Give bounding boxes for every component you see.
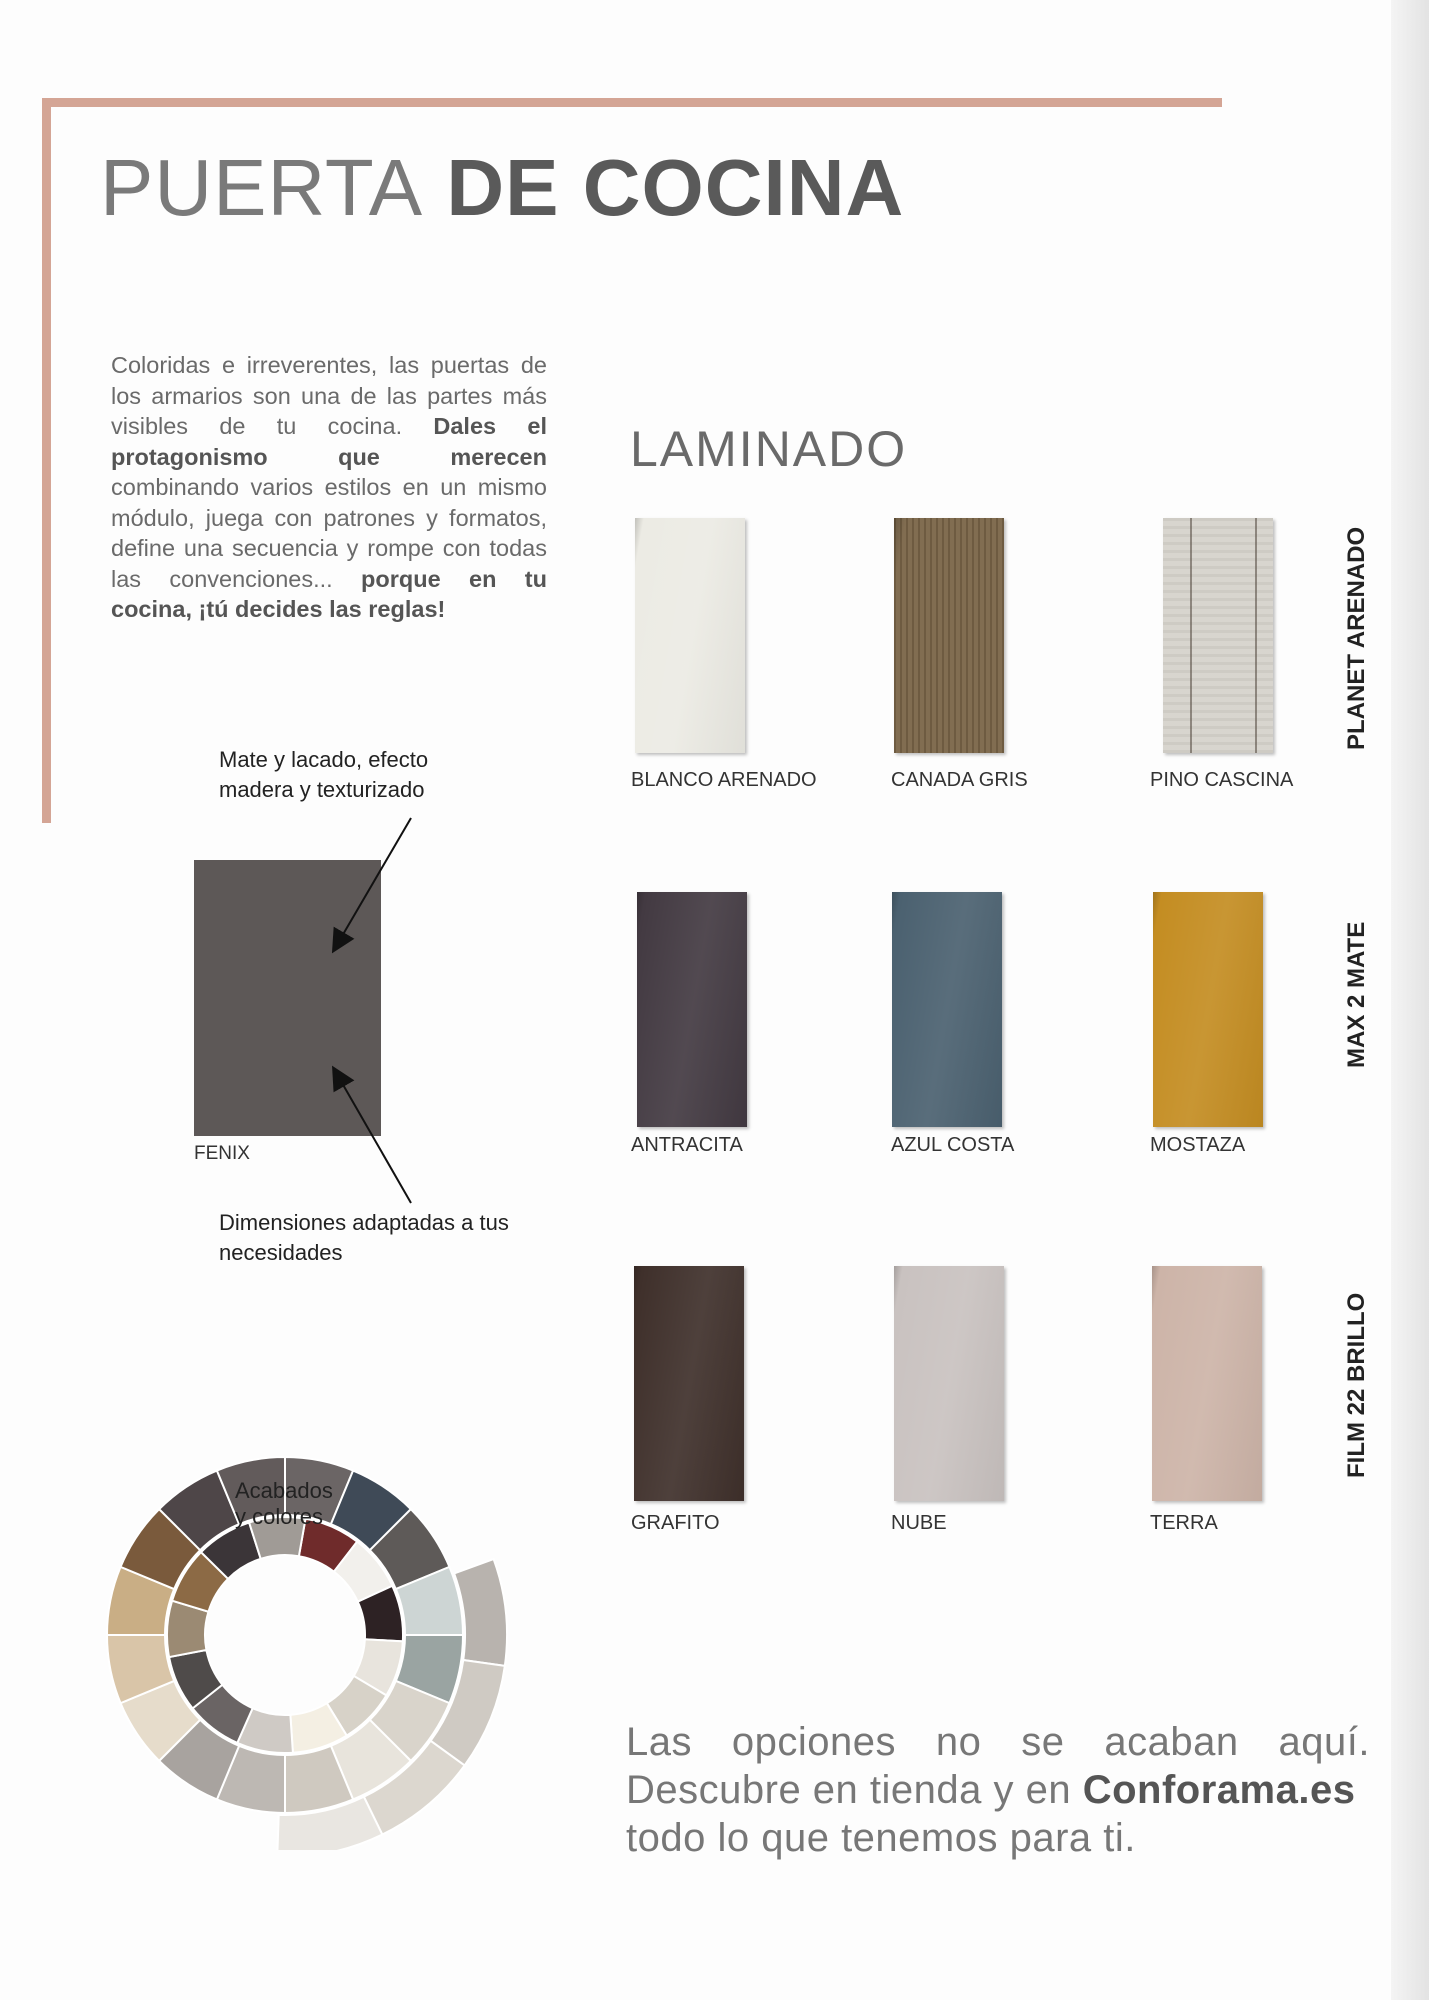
intro-bold2: porque en tu cocina, ¡tú decides las reglas!	[111, 565, 547, 622]
closing-text	[626, 1718, 1370, 1862]
door-swatch	[1153, 892, 1263, 1127]
arrow-top	[338, 818, 411, 943]
closing-word: aquí.	[1278, 1720, 1370, 1764]
door-swatch	[634, 1266, 744, 1501]
door-swatch	[894, 1266, 1004, 1501]
closing-word: Las	[626, 1720, 692, 1764]
wheel-label-line2: y colores	[235, 1504, 324, 1529]
closing-word: no	[935, 1720, 982, 1764]
door-swatch	[637, 892, 747, 1127]
door-label: MOSTAZA	[1150, 1134, 1246, 1156]
title-light: PUERTA	[100, 143, 424, 232]
closing-line3: todo lo que tenemos para ti.	[626, 1816, 1136, 1860]
arrow-bottom	[338, 1076, 411, 1203]
closing-line1	[626, 1718, 1370, 1766]
title-bold: DE COCINA	[446, 143, 905, 232]
series-label: MAX 2 MATE	[1343, 921, 1370, 1068]
brand-link[interactable]: Conforama.es	[1082, 1768, 1356, 1812]
door-label: BLANCO ARENADO	[631, 769, 817, 791]
door-label: ANTRACITA	[631, 1134, 743, 1156]
door-swatch	[1163, 518, 1273, 753]
door-label: NUBE	[891, 1512, 947, 1534]
intro-bold1: Dales el protagonismo que merecen	[111, 413, 547, 470]
door-swatch	[894, 518, 1004, 753]
door-label: AZUL COSTA	[891, 1134, 1015, 1156]
closing-word: se	[1021, 1720, 1065, 1764]
door-swatch	[635, 518, 745, 753]
series-label: PLANET ARENADO	[1343, 526, 1370, 750]
closing-word: acaban	[1104, 1720, 1239, 1764]
note-finish: Mate y lacado, efecto madera y texturizado	[219, 747, 429, 802]
door-label: CANADA GRIS	[891, 769, 1028, 791]
color-wheel	[100, 1430, 540, 1850]
closing-line2-pre: Descubre en tienda y en	[626, 1768, 1083, 1812]
door-label: GRAFITO	[631, 1512, 720, 1534]
wheel-label-line1: Acabados	[235, 1478, 333, 1503]
intro-part1: Coloridas e irreverentes, las puertas de los armarios son una de las partes más visibles de tu cocina.	[111, 352, 547, 439]
note-dimensions: Dimensiones adaptadas a tus necesidades	[219, 1210, 509, 1265]
closing-line2	[626, 1766, 1370, 1814]
door-label: TERRA	[1150, 1512, 1218, 1534]
door-label: PINO CASCINA	[1150, 769, 1294, 791]
laminado-title: LAMINADO	[630, 421, 908, 477]
closing-word: opciones	[731, 1720, 896, 1764]
series-label: FILM 22 BRILLO	[1343, 1292, 1370, 1478]
intro-part2: combinando varios estilos en un mismo módulo, juega con patrones y formatos, define una secuencia y rompe con todas las convenciones...	[111, 474, 547, 592]
door-swatch	[892, 892, 1002, 1127]
door-swatch	[1152, 1266, 1262, 1501]
fenix-label: FENIX	[194, 1143, 250, 1164]
